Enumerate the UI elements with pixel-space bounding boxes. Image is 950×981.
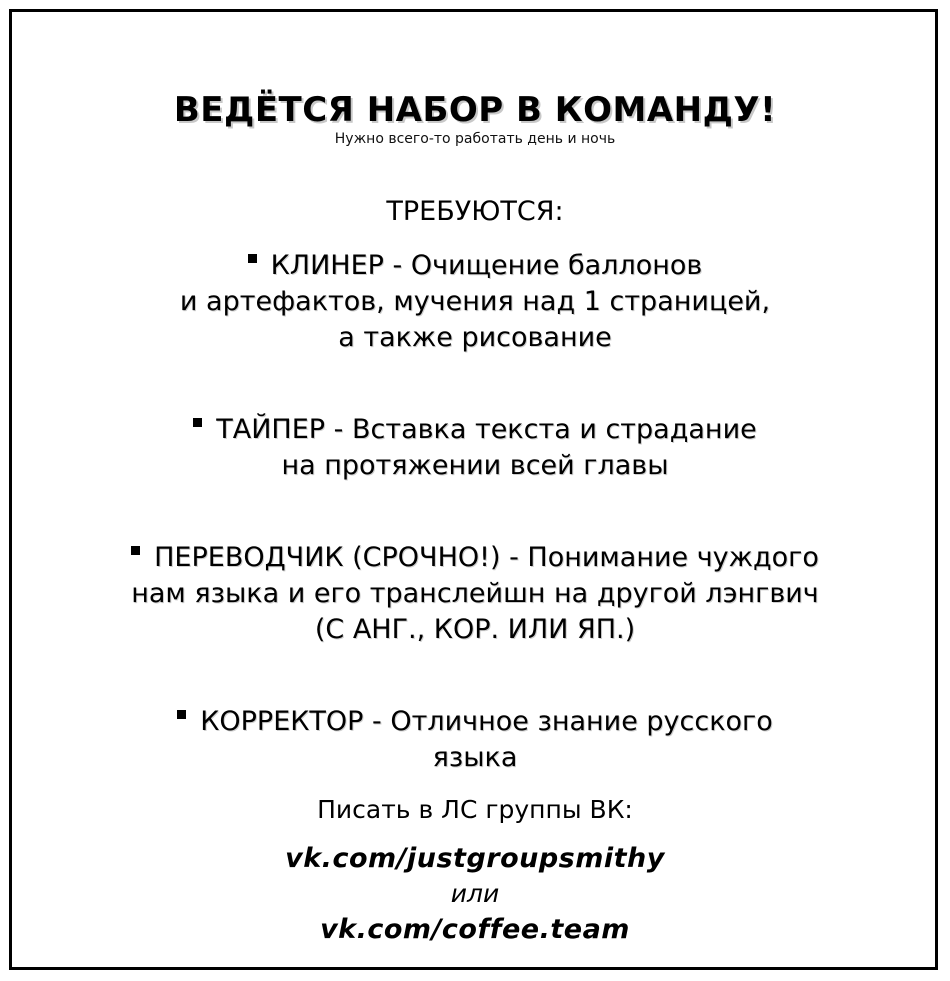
requirements-heading: ТРЕБУЮТСЯ: [386, 196, 564, 227]
bullet-icon [177, 710, 186, 719]
poster-title: ВЕДЁТСЯ НАБОР В КОМАНДУ! [173, 90, 777, 130]
contact-label: Писать в ЛС группы ВК: [317, 795, 633, 824]
role-translator [0, 540, 950, 648]
role-translator-line-3: (С АНГ., КОР. ИЛИ ЯП.) [314, 614, 636, 645]
bullet-icon [248, 254, 257, 263]
role-proofreader-line-1: КОРРЕКТОР - Отличное знание русского [0, 704, 950, 740]
role-typer [0, 412, 950, 484]
bullet-icon [193, 418, 202, 427]
vk-link-justgroupsmithy: vk.com/justgroupsmithy [285, 843, 665, 874]
role-cleaner-line-3: а также рисование [338, 322, 612, 353]
role-cleaner-line-2: и артефактов, мучения над 1 страницей, [179, 286, 771, 317]
role-cleaner [0, 248, 950, 356]
role-cleaner-line-1: КЛИНЕР - Очищение баллонов [0, 248, 950, 284]
role-proofreader [0, 704, 950, 776]
or-separator: или [450, 879, 500, 908]
role-translator-line-2: нам языка и его транслейшн на другой лэнгвич [131, 578, 819, 609]
bullet-icon [131, 546, 140, 555]
role-translator-line-1: ПЕРЕВОДЧИК (СРОЧНО!) - Понимание чуждого [0, 540, 950, 576]
poster-subtitle: Нужно всего-то работать день и ночь [334, 131, 616, 147]
role-proofreader-line-2: языка [432, 742, 518, 773]
role-typer-line-2: на протяжении всей главы [281, 450, 669, 481]
vk-link-coffee-team: vk.com/coffee.team [320, 914, 630, 945]
role-typer-line-1: ТАЙПЕР - Вставка текста и страдание [0, 412, 950, 448]
